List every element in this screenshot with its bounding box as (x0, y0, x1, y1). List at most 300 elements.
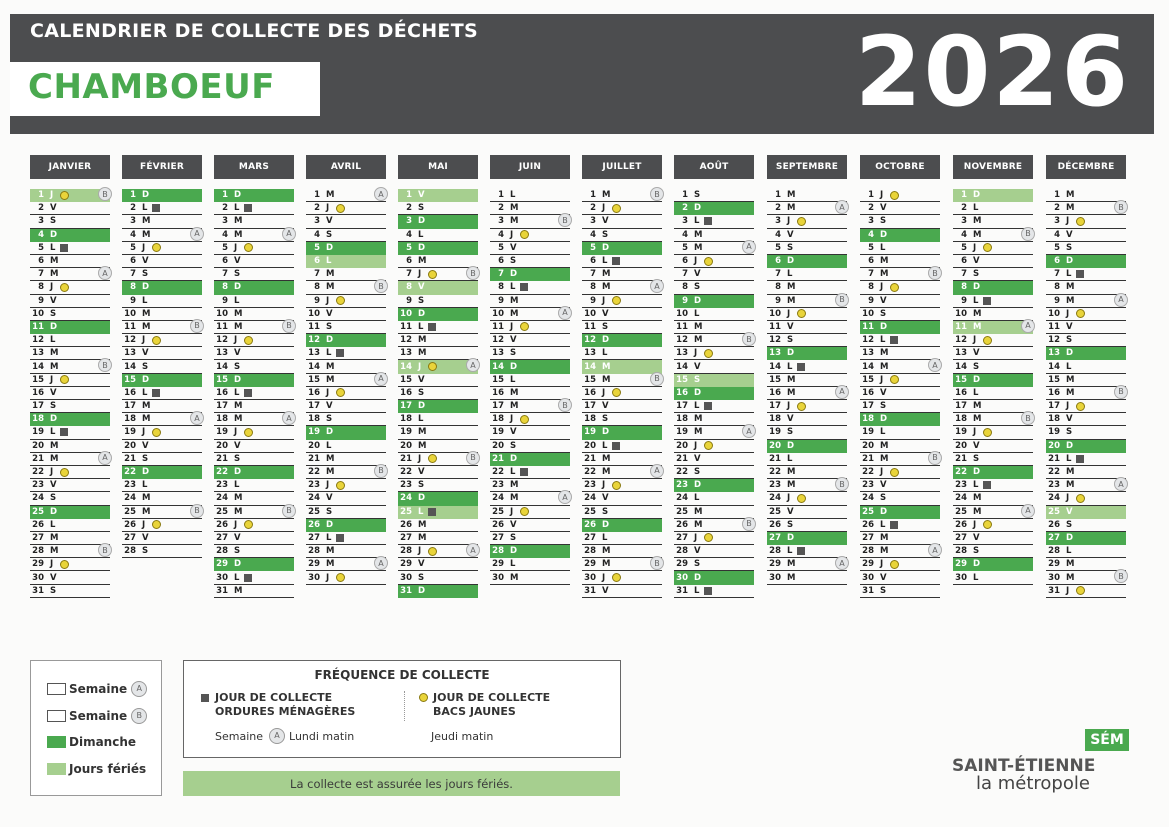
day-letter: S (234, 269, 241, 280)
day-letter: M (694, 414, 703, 425)
day-letter: S (787, 519, 794, 530)
day-letter: J (234, 427, 238, 438)
day-number: 13 (584, 348, 596, 359)
yellow-dot-icon (1076, 494, 1085, 503)
day-row (953, 229, 1033, 242)
day-number: 13 (400, 348, 412, 359)
day-row (674, 308, 754, 321)
day-letter: M (1066, 480, 1075, 491)
yellow-dot-icon (983, 520, 992, 529)
day-letter: V (787, 414, 794, 425)
day-number: 22 (492, 467, 504, 478)
week-badge-icon: A (374, 187, 388, 201)
day-letter: S (418, 295, 425, 306)
day-number: 29 (676, 559, 688, 570)
day-letter: J (418, 361, 422, 372)
day-row (674, 374, 754, 387)
week-badge-icon: B (928, 451, 942, 465)
day-number: 26 (216, 519, 228, 530)
day-letter: S (326, 414, 333, 425)
day-number: 9 (682, 295, 688, 306)
day-number: 20 (492, 440, 504, 451)
day-row (30, 453, 110, 466)
day-letter: M (787, 295, 796, 306)
day-number: 30 (308, 572, 320, 583)
day-letter: D (50, 321, 58, 332)
day-number: 3 (961, 216, 967, 227)
day-row (1046, 242, 1126, 255)
day-letter: L (234, 203, 240, 214)
day-row (122, 281, 202, 294)
day-row (398, 585, 478, 598)
day-row (860, 479, 940, 492)
legend-sunday (47, 735, 136, 749)
yellow-dot-icon (704, 441, 713, 450)
day-letter: V (602, 308, 609, 319)
month-header: DÉCEMBRE (1046, 155, 1126, 179)
day-number: 14 (216, 361, 228, 372)
day-number: 29 (955, 559, 967, 570)
day-number: 6 (498, 256, 504, 267)
day-letter: L (50, 427, 56, 438)
day-row (767, 281, 847, 294)
day-letter: M (142, 321, 151, 332)
day-number: 18 (769, 414, 781, 425)
yellow-dot-icon (890, 468, 899, 477)
day-number: 29 (32, 559, 44, 570)
day-letter: L (142, 387, 148, 398)
day-number: 7 (406, 269, 412, 280)
day-letter: D (880, 321, 888, 332)
day-number: 11 (1048, 321, 1060, 332)
yellow-dot-icon (60, 468, 69, 477)
day-letter: L (1066, 546, 1072, 557)
day-row (1046, 215, 1126, 228)
yellow-dot-icon (704, 349, 713, 358)
day-letter: M (1066, 467, 1075, 478)
day-number: 21 (955, 453, 967, 464)
day-row (674, 466, 754, 479)
day-number: 22 (216, 467, 228, 478)
day-row (490, 189, 570, 202)
day-letter: M (694, 242, 703, 253)
divider (404, 691, 405, 721)
day-number: 9 (868, 295, 874, 306)
day-letter: M (50, 453, 59, 464)
day-row (674, 321, 754, 334)
day-letter: S (50, 493, 57, 504)
day-number: 12 (769, 335, 781, 346)
day-number: 22 (584, 467, 596, 478)
legend-week-b (47, 708, 147, 724)
day-letter: S (602, 321, 609, 332)
day-number: 17 (400, 401, 412, 412)
day-number: 7 (130, 269, 136, 280)
day-letter: M (50, 440, 59, 451)
day-letter: J (973, 335, 977, 346)
day-number: 7 (222, 269, 228, 280)
day-letter: V (50, 480, 57, 491)
day-row (1046, 374, 1126, 387)
day-number: 5 (314, 242, 320, 253)
day-number: 14 (32, 361, 44, 372)
day-row (398, 215, 478, 228)
day-row (306, 440, 386, 453)
day-number: 15 (862, 374, 874, 385)
day-letter: M (694, 321, 703, 332)
day-row (1046, 255, 1126, 268)
day-letter: L (787, 361, 793, 372)
day-number: 30 (492, 572, 504, 583)
day-number: 11 (584, 321, 596, 332)
day-row (490, 308, 570, 321)
day-number: 15 (769, 374, 781, 385)
day-letter: S (880, 493, 887, 504)
day-letter: M (418, 532, 427, 543)
day-number: 25 (32, 506, 44, 517)
day-letter: V (787, 229, 794, 240)
day-letter: D (142, 190, 150, 201)
day-number: 3 (406, 216, 412, 227)
day-row (767, 202, 847, 215)
day-row (953, 387, 1033, 400)
day-letter: J (602, 203, 606, 214)
day-number: 20 (308, 440, 320, 451)
day-letter: V (142, 256, 149, 267)
day-row (490, 413, 570, 426)
legend-box (30, 660, 162, 796)
day-row (214, 519, 294, 532)
day-row (306, 466, 386, 479)
day-row (767, 308, 847, 321)
day-letter: M (787, 387, 796, 398)
yellow-dot-icon (244, 336, 253, 345)
week-badge-icon: B (558, 213, 572, 227)
day-number: 22 (124, 467, 136, 478)
day-letter: L (973, 295, 979, 306)
day-number: 20 (955, 440, 967, 451)
day-letter: L (973, 387, 979, 398)
day-row (953, 295, 1033, 308)
week-badge-icon: B (742, 517, 756, 531)
day-number: 5 (406, 242, 412, 253)
day-number: 11 (308, 321, 320, 332)
yellow-dot-icon (428, 547, 437, 556)
day-number: 25 (492, 506, 504, 517)
day-letter: D (694, 295, 702, 306)
grey-square-icon (612, 442, 620, 450)
day-letter: V (602, 401, 609, 412)
day-row (398, 387, 478, 400)
day-letter: V (50, 295, 57, 306)
commune-name: CHAMBOEUF (28, 67, 275, 107)
day-letter: M (973, 401, 982, 412)
day-number: 3 (775, 216, 781, 227)
day-row (1046, 532, 1126, 545)
day-number: 24 (1048, 493, 1060, 504)
week-badge-icon: B (190, 504, 204, 518)
day-letter: V (142, 348, 149, 359)
day-number: 18 (32, 414, 44, 425)
day-number: 24 (584, 493, 596, 504)
day-row (582, 545, 662, 558)
day-row (398, 400, 478, 413)
day-row (214, 242, 294, 255)
day-number: 2 (38, 203, 44, 214)
day-number: 15 (1048, 374, 1060, 385)
day-number: 28 (862, 546, 874, 557)
day-letter: L (234, 295, 240, 306)
day-letter: L (602, 348, 608, 359)
day-number: 30 (955, 572, 967, 583)
day-letter: M (418, 335, 427, 346)
day-number: 8 (682, 282, 688, 293)
month-column (30, 155, 110, 598)
day-letter: M (880, 532, 889, 543)
day-row (30, 360, 110, 373)
day-number: 7 (38, 269, 44, 280)
day-number: 30 (769, 572, 781, 583)
day-letter: V (326, 401, 333, 412)
day-row (953, 347, 1033, 360)
day-number: 21 (400, 453, 412, 464)
day-row (398, 506, 478, 519)
day-row (674, 558, 754, 571)
week-badge-icon: A (98, 451, 112, 465)
day-row (767, 255, 847, 268)
day-letter: L (973, 203, 979, 214)
day-number: 5 (38, 242, 44, 253)
month-column (582, 155, 662, 598)
day-letter: M (602, 282, 611, 293)
week-badge-icon: A (835, 385, 849, 399)
day-number: 2 (406, 203, 412, 214)
day-row (490, 347, 570, 360)
day-letter: M (787, 190, 796, 201)
day-row (674, 400, 754, 413)
day-row (767, 268, 847, 281)
day-row (953, 400, 1033, 413)
day-number: 14 (308, 361, 320, 372)
day-row (214, 453, 294, 466)
day-letter: M (787, 374, 796, 385)
day-number: 4 (38, 229, 44, 240)
day-row (767, 387, 847, 400)
day-letter: M (602, 453, 611, 464)
day-letter: M (973, 506, 982, 517)
day-letter: V (1066, 414, 1073, 425)
day-row (30, 229, 110, 242)
yellow-dot-icon (1076, 402, 1085, 411)
day-letter: J (418, 453, 422, 464)
day-letter: L (510, 374, 516, 385)
day-number: 28 (1048, 546, 1060, 557)
grey-square-icon (428, 323, 436, 331)
day-number: 20 (1048, 440, 1060, 451)
day-number: 16 (308, 387, 320, 398)
day-row (860, 334, 940, 347)
day-letter: S (50, 585, 57, 596)
day-number: 22 (676, 467, 688, 478)
day-number: 28 (216, 546, 228, 557)
month-header: AOÛT (674, 155, 754, 179)
month-column (490, 155, 570, 585)
day-row (582, 334, 662, 347)
day-row (674, 585, 754, 598)
day-letter: M (880, 256, 889, 267)
day-letter: M (602, 467, 611, 478)
day-row (490, 387, 570, 400)
day-row (30, 387, 110, 400)
day-letter: V (418, 190, 425, 201)
day-row (1046, 229, 1126, 242)
day-row (582, 360, 662, 373)
day-row (1046, 189, 1126, 202)
day-row (122, 242, 202, 255)
day-number: 21 (492, 453, 504, 464)
day-letter: S (142, 453, 149, 464)
month-column (1046, 155, 1126, 598)
grey-square-icon (336, 534, 344, 542)
day-letter: M (510, 203, 519, 214)
day-row (1046, 334, 1126, 347)
day-number: 4 (590, 229, 596, 240)
day-letter: S (510, 440, 517, 451)
day-number: 17 (862, 401, 874, 412)
week-badge-icon: A (1114, 477, 1128, 491)
day-number: 27 (216, 532, 228, 543)
day-number: 4 (682, 229, 688, 240)
day-row (674, 479, 754, 492)
day-letter: S (602, 229, 609, 240)
day-number: 1 (775, 190, 781, 201)
day-row (860, 229, 940, 242)
day-row (860, 413, 940, 426)
day-number: 4 (868, 229, 874, 240)
day-letter: M (418, 427, 427, 438)
day-row (122, 492, 202, 505)
day-letter: M (326, 467, 335, 478)
day-number: 30 (216, 572, 228, 583)
day-row (674, 440, 754, 453)
day-row (490, 440, 570, 453)
day-row (860, 453, 940, 466)
day-row (30, 281, 110, 294)
day-number: 7 (868, 269, 874, 280)
day-letter: L (326, 532, 332, 543)
day-number: 23 (216, 480, 228, 491)
day-row (30, 374, 110, 387)
day-number: 12 (676, 335, 688, 346)
day-row (214, 308, 294, 321)
day-row (1046, 571, 1126, 584)
day-row (214, 440, 294, 453)
day-number: 11 (676, 321, 688, 332)
day-row (306, 374, 386, 387)
day-row (306, 308, 386, 321)
day-row (214, 295, 294, 308)
day-letter: D (973, 190, 981, 201)
legend-sunday-label: Dimanche (69, 735, 137, 749)
day-letter: D (418, 585, 426, 596)
day-number: 5 (590, 242, 596, 253)
day-row (953, 360, 1033, 373)
day-number: 19 (769, 427, 781, 438)
day-letter: M (694, 335, 703, 346)
day-number: 6 (868, 256, 874, 267)
day-letter: S (50, 216, 57, 227)
day-letter: J (694, 532, 698, 543)
day-number: 22 (955, 467, 967, 478)
day-letter: V (234, 532, 241, 543)
day-row (30, 545, 110, 558)
day-row (582, 347, 662, 360)
day-letter: M (694, 506, 703, 517)
day-row (490, 519, 570, 532)
day-letter: V (973, 532, 980, 543)
day-letter: M (1066, 190, 1075, 201)
day-row (214, 360, 294, 373)
day-letter: D (234, 559, 242, 570)
grey-square-icon (201, 694, 209, 702)
day-row (490, 374, 570, 387)
month-header: NOVEMBRE (953, 155, 1033, 179)
day-number: 23 (676, 480, 688, 491)
week-badge-icon: A (742, 240, 756, 254)
day-number: 30 (32, 572, 44, 583)
day-row (674, 545, 754, 558)
day-row (30, 347, 110, 360)
day-number: 26 (32, 519, 44, 530)
day-row (860, 360, 940, 373)
day-row (122, 387, 202, 400)
day-row (1046, 453, 1126, 466)
day-row (767, 400, 847, 413)
day-number: 25 (400, 506, 412, 517)
day-row (1046, 268, 1126, 281)
day-number: 27 (400, 532, 412, 543)
day-number: 8 (130, 282, 136, 293)
day-row (30, 466, 110, 479)
day-row (860, 374, 940, 387)
day-number: 19 (1048, 427, 1060, 438)
day-number: 20 (216, 440, 228, 451)
day-number: 10 (769, 308, 781, 319)
day-letter: J (234, 242, 238, 253)
day-number: 22 (400, 467, 412, 478)
day-row (214, 506, 294, 519)
day-letter: L (694, 308, 700, 319)
day-number: 2 (498, 203, 504, 214)
day-number: 12 (492, 335, 504, 346)
yellow-dot-icon (612, 573, 621, 582)
day-letter: V (50, 572, 57, 583)
day-row (767, 558, 847, 571)
day-letter: L (787, 269, 793, 280)
day-letter: S (234, 453, 241, 464)
yellow-dot-icon (983, 336, 992, 345)
day-number: 19 (400, 427, 412, 438)
day-row (214, 255, 294, 268)
day-number: 9 (590, 295, 596, 306)
month-header: JUIN (490, 155, 570, 179)
day-row (122, 321, 202, 334)
day-letter: J (234, 519, 238, 530)
day-row (490, 255, 570, 268)
day-letter: L (694, 585, 700, 596)
day-row (1046, 440, 1126, 453)
day-letter: V (234, 256, 241, 267)
